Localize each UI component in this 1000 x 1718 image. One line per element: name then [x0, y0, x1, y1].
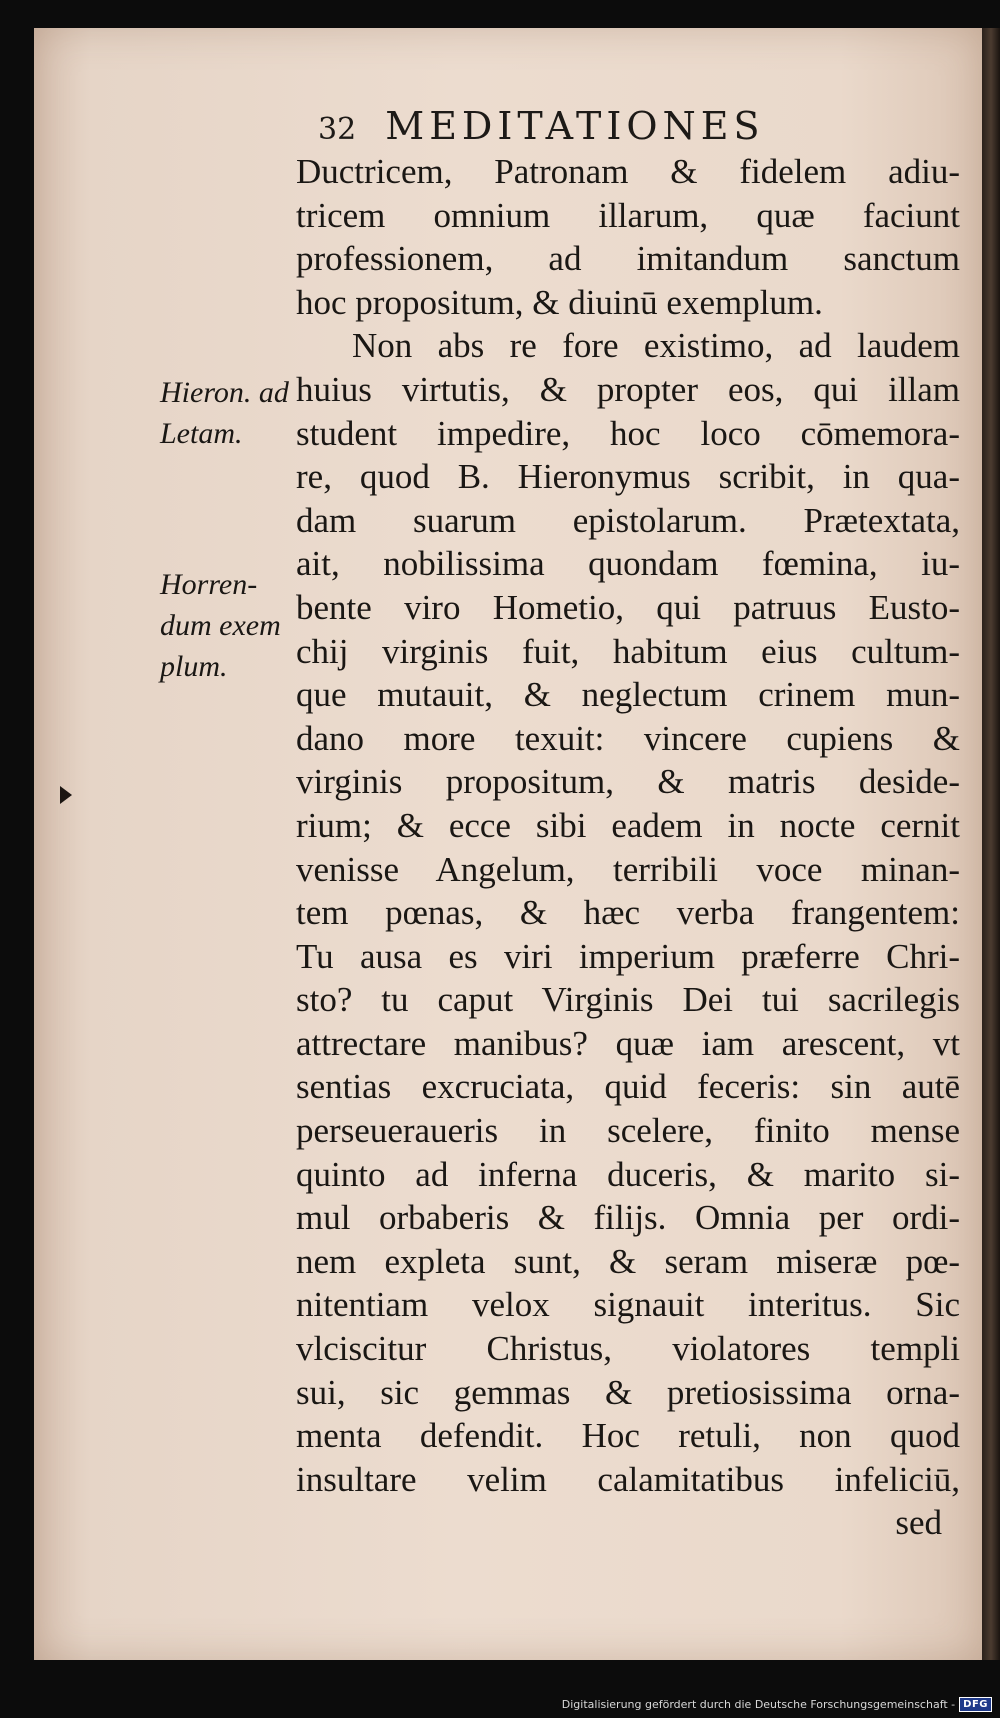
text-line: dano more texuit: vincere cupiens & — [296, 718, 960, 758]
text-line: ait, nobilissima quondam fœmina, iu- — [296, 544, 960, 584]
margin-note-line: dum exem — [160, 609, 281, 642]
text-line: sto? tu caput Virginis Dei tui sacrilegis — [296, 980, 960, 1020]
text-line: sentias excruciata, quid feceris: sin autē — [296, 1067, 960, 1107]
running-title: MEDITATIONES — [385, 104, 765, 148]
text-line: Ductricem, Patronam & fidelem adiu- — [296, 152, 960, 191]
text-line: dam suarum epistolarum. Prætextata, — [296, 500, 960, 540]
text-line: quinto ad inferna duceris, & marito si- — [296, 1154, 960, 1194]
text-line: menta defendit. Hoc retuli, non quod — [296, 1416, 960, 1456]
text-line: rium; & ecce sibi eadem in nocte cernit — [296, 805, 960, 845]
text-line: virginis propositum, & matris deside- — [296, 762, 960, 802]
text-line: chij virginis fuit, habitum eius cultum- — [296, 631, 960, 671]
text-line: re, quod B. Hieronymus scribit, in qua- — [296, 457, 960, 497]
margin-note-line: Horren- — [160, 568, 258, 601]
text-line: vlciscitur Christus, violatores templi — [296, 1329, 960, 1369]
text-line: insultare velim calamitatibus infeliciū, — [296, 1459, 960, 1499]
margin-note-hieronymus — [160, 372, 289, 454]
page-number: 32 — [318, 112, 357, 147]
body-text — [296, 150, 960, 1545]
text-line: nem expleta sunt, & seram miseræ pœ- — [296, 1241, 960, 1281]
text-line: professionem, ad imitandum sanctum — [296, 239, 960, 279]
page-header — [318, 104, 765, 148]
margin-note-line: plum. — [160, 650, 228, 683]
book-edge — [982, 28, 1000, 1660]
funding-notice: Digitalisierung gefördert durch die Deutsche Forschungsgemeinschaft - — [561, 1698, 956, 1711]
text-line: hoc propositum, & diuinū exemplum. — [296, 282, 823, 322]
catchword: sed — [895, 1503, 942, 1543]
text-line: student impedire, hoc loco cōmemora- — [296, 413, 960, 453]
text-line: tem pœnas, & hæc verba frangentem: — [296, 893, 960, 933]
margin-note-horrendum — [160, 564, 281, 687]
text-line: sui, sic gemmas & pretiosissima orna- — [296, 1372, 960, 1412]
page-marker-triangle — [60, 786, 72, 804]
text-line: attrectare manibus? quæ iam arescent, vt — [296, 1023, 960, 1063]
text-line: tricem omnium illarum, quæ faciunt — [296, 195, 960, 235]
margin-note-line: Hieron. ad — [160, 376, 289, 409]
text-line: mul orbaberis & filijs. Omnia per ordi- — [296, 1198, 960, 1238]
text-line: perseueraueris in scelere, finito mense — [296, 1111, 960, 1151]
margin-note-line: Letam. — [160, 417, 243, 450]
text-line: Non abs re fore existimo, ad laudem — [352, 326, 960, 366]
digitization-footer — [562, 1697, 992, 1712]
text-line: Tu ausa es viri imperium præferre Chri- — [296, 936, 960, 976]
dfg-logo: DFG — [959, 1697, 992, 1712]
text-line: huius virtutis, & propter eos, qui illam — [296, 369, 960, 409]
text-line: nitentiam velox signauit interitus. Sic — [296, 1285, 960, 1325]
text-line: venisse Angelum, terribili voce minan- — [296, 849, 960, 889]
text-line: que mutauit, & neglectum crinem mun- — [296, 675, 960, 715]
text-line: bente viro Hometio, qui patruus Eusto- — [296, 587, 960, 627]
